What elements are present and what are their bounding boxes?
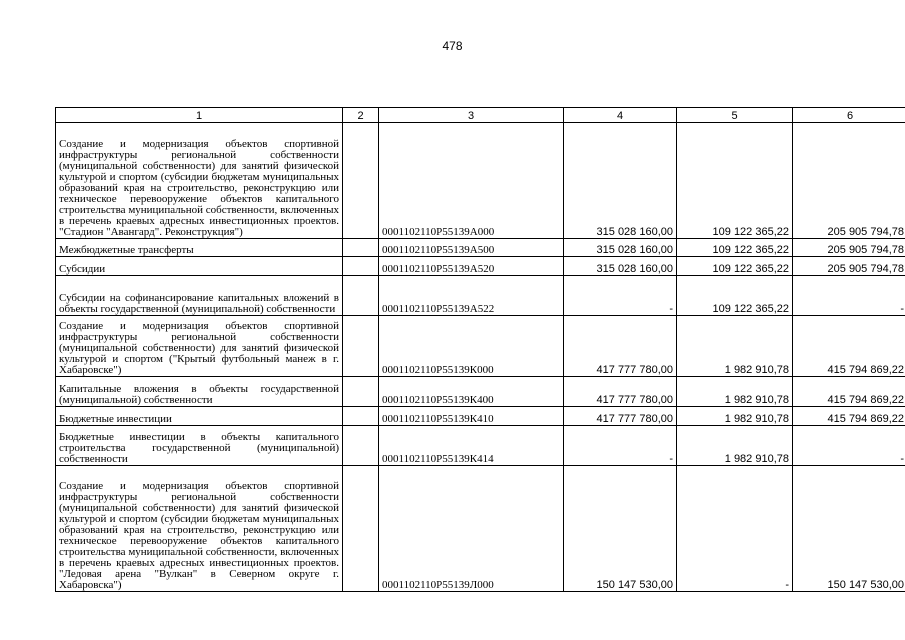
- row-value-col5: -: [677, 466, 793, 592]
- table-row: [56, 466, 905, 592]
- row-value-col5: 1 982 910,78: [677, 407, 793, 426]
- column-header-5: 5: [677, 108, 793, 123]
- column-header-4: 4: [564, 108, 677, 123]
- table-header-row: [56, 108, 905, 123]
- row-col2-cell: [343, 377, 379, 407]
- row-name-cell: Создание и модернизация объектов спортивной инфраструктуры региональной собственности (муниципальной собственности) для занятий физической культурой и спортом ("Крытый футбольный манеж в г. Хабаровске"): [56, 316, 343, 377]
- row-code-cell: 0001102110Р55139К410: [379, 407, 564, 426]
- row-col2-cell: [343, 426, 379, 466]
- row-value-col4: -: [564, 426, 677, 466]
- row-name-cell: Межбюджетные трансферты: [56, 239, 343, 257]
- row-code-cell: 0001102110Р55139А500: [379, 239, 564, 257]
- row-col2-cell: [343, 239, 379, 257]
- row-value-col6: 415 794 869,22: [793, 316, 905, 377]
- row-name-cell: Бюджетные инвестиции в объекты капитального строительства государственной (муниципальной) собственности: [56, 426, 343, 466]
- row-name-cell: Создание и модернизация объектов спортивной инфраструктуры региональной собственности (муниципальной собственности) для занятий физической культурой и спортом (субсидии бюджетам муниципальных образований края на строительство, реконструкцию или техническое перевооружение объектов капитального строительства муниципальной собственности, включенных в перечень краевых адресных инвестиционных проектов. "Стадион "Авангард". Реконструкция"): [56, 123, 343, 239]
- table-row: [56, 407, 905, 426]
- row-value-col4: -: [564, 276, 677, 316]
- table-row: [56, 377, 905, 407]
- row-value-col6: 205 905 794,78: [793, 257, 905, 276]
- row-value-col4: 417 777 780,00: [564, 377, 677, 407]
- table-row: [56, 426, 905, 466]
- row-name-cell: Создание и модернизация объектов спортивной инфраструктуры региональной собственности (муниципальной собственности) для занятий физической культурой и спортом (субсидии бюджетам муниципальных образований края на строительство, реконструкцию или техническое перевооружение объектов капитального строительства муниципальной собственности, включенных в перечень краевых адресных инвестиционных проектов. "Ледовая арена "Вулкан" в Северном округе г. Хабаровска"): [56, 466, 343, 592]
- table-row: [56, 239, 905, 257]
- row-col2-cell: [343, 123, 379, 239]
- row-value-col5: 109 122 365,22: [677, 239, 793, 257]
- row-name-cell: Капитальные вложения в объекты государственной (муниципальной) собственности: [56, 377, 343, 407]
- column-header-1: 1: [56, 108, 343, 123]
- row-value-col4: 315 028 160,00: [564, 257, 677, 276]
- row-value-col5: 1 982 910,78: [677, 426, 793, 466]
- row-col2-cell: [343, 466, 379, 592]
- row-value-col5: 109 122 365,22: [677, 123, 793, 239]
- table-row: [56, 316, 905, 377]
- table-row: [56, 276, 905, 316]
- column-header-3: 3: [379, 108, 564, 123]
- row-value-col4: 315 028 160,00: [564, 123, 677, 239]
- row-value-col5: 109 122 365,22: [677, 276, 793, 316]
- page-number: 478: [442, 39, 463, 53]
- row-value-col6: -: [793, 276, 905, 316]
- row-value-col6: 415 794 869,22: [793, 377, 905, 407]
- row-value-col5: 109 122 365,22: [677, 257, 793, 276]
- row-col2-cell: [343, 407, 379, 426]
- row-name-cell: Субсидии на софинансирование капитальных вложений в объекты государственной (муниципальной) собственности: [56, 276, 343, 316]
- row-col2-cell: [343, 257, 379, 276]
- row-value-col5: 1 982 910,78: [677, 316, 793, 377]
- table-row: [56, 257, 905, 276]
- row-name-cell: Субсидии: [56, 257, 343, 276]
- row-code-cell: 0001102110Р55139А522: [379, 276, 564, 316]
- row-value-col6: 205 905 794,78: [793, 123, 905, 239]
- row-value-col4: 417 777 780,00: [564, 316, 677, 377]
- row-name-cell: Бюджетные инвестиции: [56, 407, 343, 426]
- row-value-col6: 205 905 794,78: [793, 239, 905, 257]
- row-value-col4: 150 147 530,00: [564, 466, 677, 592]
- row-code-cell: 0001102110Р55139К000: [379, 316, 564, 377]
- row-value-col6: 415 794 869,22: [793, 407, 905, 426]
- column-header-2: 2: [343, 108, 379, 123]
- row-value-col5: 1 982 910,78: [677, 377, 793, 407]
- row-code-cell: 0001102110Р55139К414: [379, 426, 564, 466]
- row-col2-cell: [343, 316, 379, 377]
- budget-table: [55, 107, 905, 592]
- row-code-cell: 0001102110Р55139А520: [379, 257, 564, 276]
- row-code-cell: 0001102110Р55139К400: [379, 377, 564, 407]
- row-code-cell: 0001102110Р55139А000: [379, 123, 564, 239]
- table-row: [56, 123, 905, 239]
- row-value-col4: 315 028 160,00: [564, 239, 677, 257]
- column-header-6: 6: [793, 108, 905, 123]
- row-code-cell: 0001102110Р55139Л000: [379, 466, 564, 592]
- row-value-col6: 150 147 530,00: [793, 466, 905, 592]
- row-value-col6: -: [793, 426, 905, 466]
- row-value-col4: 417 777 780,00: [564, 407, 677, 426]
- row-col2-cell: [343, 276, 379, 316]
